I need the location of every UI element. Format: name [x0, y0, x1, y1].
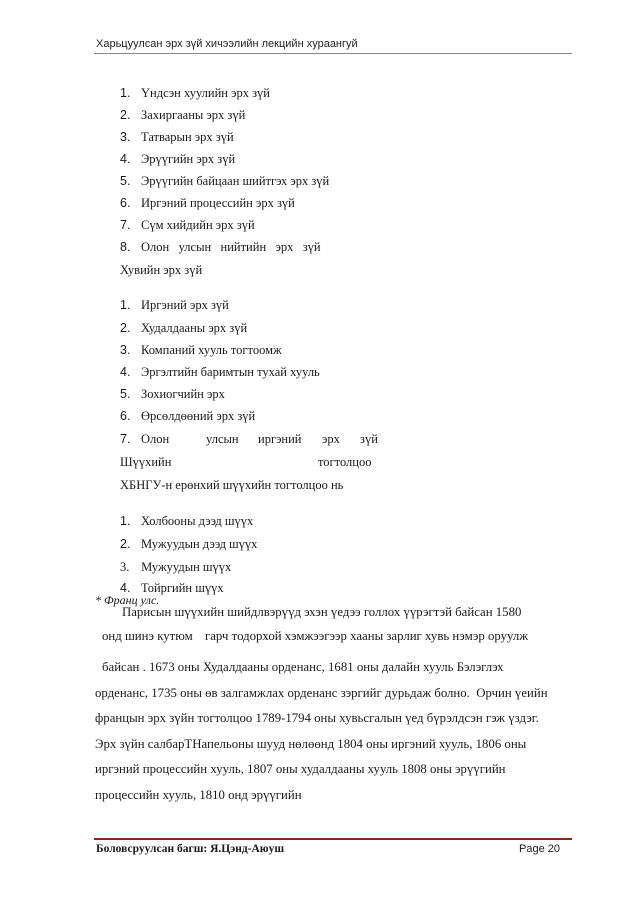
list-item: Мужуудын дээд шүүх [141, 537, 258, 551]
paragraph-line: байсан . 1673 оны Худалдааны орденанс, 1681 оны далайн хууль Бэлэглэх [102, 660, 504, 674]
list-item: Үндсэн хуулийн эрх зүй [141, 86, 270, 100]
private-law-heading: Хувийн эрх зүй [120, 263, 203, 277]
list-item: Татварын эрх зүй [141, 130, 234, 144]
paragraph-line: гарч тодорхой хэмжээгээр хааны зарлиг хувь нэмэр оруулж [205, 629, 529, 643]
header-rule [94, 53, 572, 54]
list-item: Захиргааны эрх зүй [141, 108, 246, 122]
list-item: Эрүүгийн эрх зүй [141, 152, 236, 166]
list-number: 3. [120, 560, 130, 574]
paragraph-line: Парисын шүүхийн шийдлвэрүүд эхэн үедээ голлох үүрэгтэй байсан 1580 [122, 605, 522, 619]
list-item: Эргэлтийн баримтын тухай хууль [141, 365, 320, 379]
footer-author: Боловсруулсан багш: Я.Цэнд-Аюуш [96, 843, 285, 855]
list-number: 6. [120, 196, 131, 210]
list-number: 2. [120, 321, 131, 335]
footnote-france: * Франц улс. [95, 593, 160, 607]
paragraph-line: иргэний процессийн хууль, 1807 оны худалдааны хууль 1808 оны эрүүгийн [95, 762, 506, 776]
paragraph-line: орденанс, 1735 оны өв залгамжлах орденанс зэргийг дурьдаж болно. Орчин үеийн [95, 686, 548, 700]
list-item: Тойргийн шүүх [141, 581, 224, 595]
list-number: 5. [120, 174, 131, 188]
list-number: 2. [120, 108, 131, 122]
list-number: 5. [120, 387, 131, 401]
list-item: Иргэний эрх зүй [141, 298, 229, 312]
list-number: 4. [120, 581, 131, 595]
paragraph-line: Эрх зүйн салбарТНапельоны шууд нөлөөнд 1804 оны иргэний хууль, 1806 оны [95, 737, 527, 751]
paragraph-line: онд шинэ кутюм [102, 629, 193, 643]
list-item: Иргэний процессийн эрх зүй [141, 196, 295, 210]
page-number: Page 20 [519, 843, 560, 855]
list-number: 2. [120, 537, 131, 551]
list-number: 6. [120, 409, 131, 423]
list-number: 7. [120, 432, 131, 446]
list-number: 4. [120, 152, 131, 166]
list-number: 8. [120, 240, 131, 254]
item7-word: иргэний [258, 432, 302, 446]
list-item: Компаний хууль тогтоомж [141, 343, 282, 357]
court-system-heading: ХБНГУ-н ерөнхий шүүхийн тогтолцоо нь [120, 478, 344, 492]
item7-word: улсын [206, 432, 239, 446]
paragraph-line: процессийн хууль, 1810 онд эрүүгийн [95, 788, 302, 802]
list-number: 4. [120, 365, 131, 379]
court-line-right: тогтолцоо [318, 455, 372, 469]
list-number: 1. [120, 514, 131, 528]
list-number: 3. [120, 130, 131, 144]
list-item: Олон улсын нийтийн эрх зүй [141, 240, 321, 254]
document-header: Харьцуулсан эрх зүй хичээлийн лекцийн хураангуй [96, 38, 358, 50]
paragraph-line: францын эрх зүйн тогтолцоо 1789-1794 оны хувьсгалын үед бүрэлдсэн гэж үздэг. [95, 711, 539, 725]
list-item: Сүм хийдийн эрх зүй [141, 218, 255, 232]
list-number: 1. [120, 298, 131, 312]
list-item: Зохиогчийн эрх [141, 387, 225, 401]
item7-word: зүй [360, 432, 378, 446]
list-item: Худалдааны эрх зүй [141, 321, 248, 335]
list-item: Холбооны дээд шүүх [141, 514, 254, 528]
list-item: Эрүүгийн байцаан шийтгэх эрх зүй [141, 174, 330, 188]
item7-word: Олон [141, 432, 170, 446]
list-number: 3. [120, 343, 131, 357]
court-line-left: Шүүхийн [120, 455, 172, 469]
footer-rule [94, 838, 572, 840]
list-item: Өрсөлдөөний эрх зүй [141, 409, 256, 423]
list-item: Мужуудын шүүх [138, 560, 232, 574]
list-number: 1. [120, 86, 131, 100]
list-number: 7. [120, 218, 131, 232]
item7-word: эрх [322, 432, 340, 446]
